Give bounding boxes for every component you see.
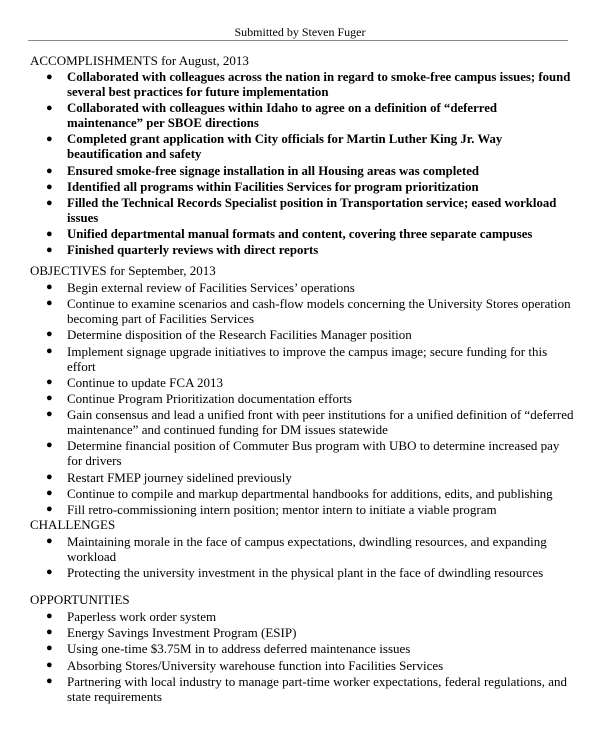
bullet-icon: ● bbox=[46, 71, 53, 83]
list-item: ● Completed grant application with City officials for Martin Luther King Jr. Way beautification and safety bbox=[46, 132, 503, 162]
bullet-icon: ● bbox=[46, 610, 53, 622]
bullet-icon: ● bbox=[46, 180, 53, 193]
bullet-icon: ● bbox=[46, 626, 53, 639]
list-item: ● Unified departmental manual formats and content, covering three separate campuses bbox=[46, 227, 533, 242]
list-item: ● Continue to examine scenarios and cash-flow models concerning the University Stores operation becoming part of Facilities Services bbox=[46, 296, 571, 327]
accomplishments-section bbox=[30, 53, 575, 260]
list-item: ● Using one-time $3.75M in to address deferred maintenance issues bbox=[46, 641, 411, 657]
bullet-icon: ● bbox=[46, 228, 53, 241]
list-item: ● Restart FMEP journey sidelined previously bbox=[46, 469, 292, 485]
bullet-icon: ● bbox=[46, 102, 53, 115]
opportunities-section bbox=[30, 592, 575, 705]
bullet-icon: ● bbox=[46, 470, 53, 483]
bullet-icon: ● bbox=[46, 344, 53, 357]
bullet-icon: ● bbox=[46, 328, 53, 341]
list-item: ● Continue to compile and markup departmental handbooks for additions, edits, and publishing bbox=[46, 485, 553, 501]
list-item: ● Continue to update FCA 2013 bbox=[46, 374, 223, 390]
list-item: ● Finished quarterly reviews with direct reports bbox=[46, 243, 319, 258]
bullet-icon: ● bbox=[46, 391, 53, 404]
list-item: ● Energy Savings Investment Program (ESIP) bbox=[46, 625, 297, 641]
bullet-icon: ● bbox=[46, 502, 53, 515]
objectives-list bbox=[30, 280, 575, 517]
list-item: ● Continue Program Prioritization documentation efforts bbox=[46, 390, 352, 406]
bullet-icon: ● bbox=[46, 164, 53, 177]
list-item: ● Maintaining morale in the face of campus expectations, dwindling resources, and expanding workload bbox=[46, 534, 547, 564]
bullet-icon: ● bbox=[46, 297, 53, 310]
objectives-heading: OBJECTIVES for September, 2013 bbox=[30, 263, 216, 278]
opportunities-list bbox=[30, 609, 575, 704]
submitted-by-header: Submitted by Steven Fuger bbox=[234, 25, 366, 39]
bullet-icon: ● bbox=[46, 439, 53, 452]
bullet-icon: ● bbox=[46, 658, 53, 671]
list-item: ● Gain consensus and lead a unified front with peer institutions for a unified definition of “deferred maintenance” and continued funding for DM issues statewide bbox=[46, 407, 574, 438]
bullet-icon: ● bbox=[46, 535, 53, 547]
header-divider bbox=[28, 40, 568, 41]
challenges-section bbox=[30, 517, 575, 581]
bullet-icon: ● bbox=[46, 486, 53, 499]
list-item: ● Absorbing Stores/University warehouse function into Facilities Services bbox=[46, 657, 444, 673]
opportunities-heading: OPPORTUNITIES bbox=[30, 592, 130, 607]
list-item: ● Fill retro-commissioning intern position; mentor intern to initiate a viable program bbox=[46, 501, 497, 517]
accomplishments-list bbox=[30, 70, 575, 258]
challenges-heading: CHALLENGES bbox=[30, 517, 116, 532]
bullet-icon: ● bbox=[46, 642, 53, 655]
bullet-icon: ● bbox=[46, 674, 53, 687]
list-item: ● Collaborated with colleagues across the nation in regard to smoke-free campus issues; found several best practices for future implementation bbox=[46, 70, 571, 99]
list-item: ● Ensured smoke-free signage installation in all Housing areas was completed bbox=[46, 163, 480, 178]
list-item: ● Paperless work order system bbox=[46, 609, 217, 624]
bullet-icon: ● bbox=[46, 133, 53, 146]
list-item: ● Implement signage upgrade initiatives to improve the campus image; secure funding for this effort bbox=[46, 343, 548, 374]
list-item: ● Partnering with local industry to manage part-time worker expectations, federal regulations, and state requirements bbox=[46, 673, 567, 704]
bullet-icon: ● bbox=[46, 408, 53, 421]
list-item: ● Filled the Technical Records Specialist position in Transportation service; eased workload issues bbox=[46, 195, 557, 225]
bullet-icon: ● bbox=[46, 281, 53, 293]
objectives-section bbox=[30, 263, 575, 518]
list-item: ● Determine disposition of the Research Facilities Manager position bbox=[46, 327, 412, 343]
bullet-icon: ● bbox=[46, 244, 53, 257]
list-item: ● Protecting the university investment in the physical plant in the face of dwindling resources bbox=[46, 565, 544, 581]
list-item: ● Determine financial position of Commuter Bus program with UBO to determine increased pay for drivers bbox=[46, 438, 560, 469]
list-item: ● Begin external review of Facilities Services’ operations bbox=[46, 280, 355, 295]
challenges-list bbox=[30, 534, 575, 580]
bullet-icon: ● bbox=[46, 566, 53, 579]
list-item: ● Identified all programs within Facilities Services for program prioritization bbox=[46, 179, 479, 194]
bullet-icon: ● bbox=[46, 196, 53, 209]
accomplishments-heading: ACCOMPLISHMENTS for August, 2013 bbox=[30, 53, 249, 68]
bullet-icon: ● bbox=[46, 375, 53, 388]
list-item: ● Collaborated with colleagues within Idaho to agree on a definition of “deferred maintenance” per SBOE directions bbox=[46, 101, 497, 131]
